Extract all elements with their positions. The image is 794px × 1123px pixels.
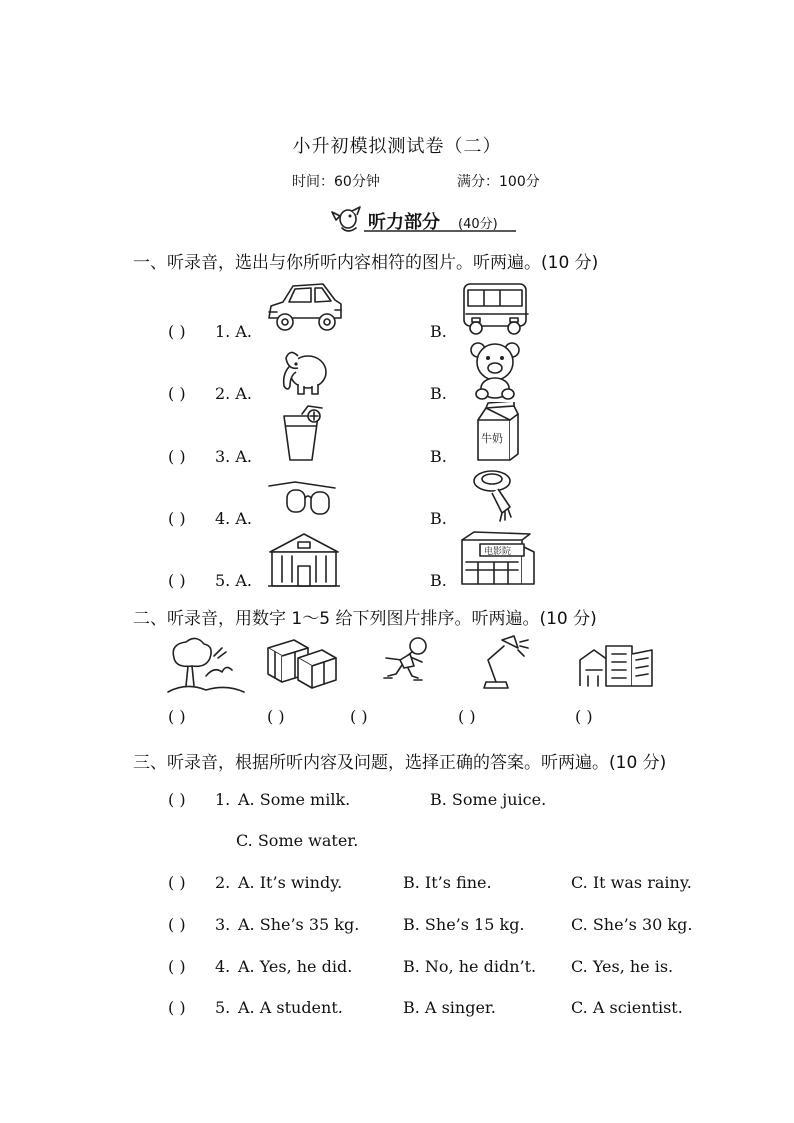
answer-blank[interactable]: ( ) — [575, 707, 593, 726]
cinema-icon[interactable] — [458, 528, 538, 588]
full-score: 满分：100分 — [457, 174, 540, 190]
q-number: 5. A. — [215, 571, 252, 590]
answer-blank[interactable]: ( ) — [168, 790, 186, 809]
q-number: 5. — [215, 998, 231, 1017]
answer-blank[interactable]: ( ) — [168, 571, 186, 590]
gift-boxes-icon[interactable] — [264, 634, 340, 690]
answer-blank[interactable]: ( ) — [458, 707, 476, 726]
section3-heading: 三、听录音，根据所听内容及问题，选择正确的答案。听两遍。(10 分) — [133, 753, 667, 773]
library-building-icon[interactable] — [268, 530, 340, 588]
option-c[interactable]: C. She’s 30 kg. — [571, 915, 693, 934]
q-number: 4. A. — [215, 509, 252, 528]
car-icon[interactable] — [265, 280, 345, 336]
bus-icon[interactable] — [460, 278, 534, 338]
q-number: 2. A. — [215, 384, 252, 403]
q-number: 3. A. — [215, 447, 252, 466]
option-b[interactable]: B. No, he didn’t. — [403, 957, 537, 976]
milk-carton-icon[interactable] — [470, 402, 522, 464]
option-a[interactable]: A. Some milk. — [238, 790, 351, 809]
option-c[interactable]: C. It was rainy. — [571, 873, 692, 892]
q-number: 4. — [215, 957, 231, 976]
desk-lamp-icon[interactable] — [474, 632, 530, 692]
option-a[interactable]: A. It’s windy. — [238, 873, 343, 892]
banner-label: 听力部分 — [368, 212, 440, 233]
juice-glass-icon[interactable] — [278, 404, 326, 464]
park-tree-icon[interactable] — [166, 636, 246, 696]
option-b[interactable]: B. She’s 15 kg. — [403, 915, 525, 934]
skating-girl-icon[interactable] — [378, 634, 434, 684]
option-c[interactable]: C. Some water. — [236, 831, 359, 850]
option-b[interactable]: B. Some juice. — [430, 790, 547, 809]
option-b[interactable]: B. It’s fine. — [403, 873, 492, 892]
option-c[interactable]: C. Yes, he is. — [571, 957, 674, 976]
answer-blank[interactable]: ( ) — [168, 957, 186, 976]
q-number: 1. — [215, 790, 231, 809]
option-b-label: B. — [430, 322, 447, 341]
option-a[interactable]: A. A student. — [238, 998, 343, 1017]
page-title: 小升初模拟测试卷（二） — [292, 136, 502, 157]
q-number: 3. — [215, 915, 231, 934]
option-a[interactable]: A. She’s 35 kg. — [238, 915, 360, 934]
answer-blank[interactable]: ( ) — [168, 915, 186, 934]
answer-blank[interactable]: ( ) — [350, 707, 368, 726]
bird-mascot-icon — [330, 204, 364, 234]
option-b-label: B. — [430, 571, 447, 590]
option-c[interactable]: C. A scientist. — [571, 998, 683, 1017]
scarf-icon[interactable] — [470, 465, 522, 525]
answer-blank[interactable]: ( ) — [168, 322, 186, 341]
glasses-icon[interactable] — [265, 480, 339, 520]
answer-blank[interactable]: ( ) — [168, 707, 186, 726]
q-number: 1. A. — [215, 322, 252, 341]
answer-blank[interactable]: ( ) — [168, 998, 186, 1017]
banner-points: (40分) — [458, 217, 498, 232]
option-b-label: B. — [430, 447, 447, 466]
option-b-label: B. — [430, 384, 447, 403]
elephant-icon[interactable] — [278, 342, 332, 398]
cinema-label: 电影院 — [484, 547, 512, 557]
option-b[interactable]: B. A singer. — [403, 998, 496, 1017]
section1-heading: 一、听录音，选出与你所听内容相符的图片。听两遍。(10 分) — [133, 253, 599, 273]
answer-blank[interactable]: ( ) — [168, 447, 186, 466]
option-b-label: B. — [430, 509, 447, 528]
answer-blank[interactable]: ( ) — [168, 509, 186, 528]
section2-heading: 二、听录音，用数字 1～5 给下列图片排序。听两遍。(10 分) — [133, 609, 597, 629]
milk-label: 牛奶 — [481, 432, 503, 445]
answer-blank[interactable]: ( ) — [168, 873, 186, 892]
time-limit: 时间：60分钟 — [292, 174, 380, 190]
answer-blank[interactable]: ( ) — [168, 384, 186, 403]
q-number: 2. — [215, 873, 231, 892]
answer-blank[interactable]: ( ) — [267, 707, 285, 726]
buildings-icon[interactable] — [576, 636, 658, 688]
listening-banner — [330, 204, 525, 234]
option-a[interactable]: A. Yes, he did. — [238, 957, 353, 976]
teddy-bear-icon[interactable] — [468, 340, 522, 400]
